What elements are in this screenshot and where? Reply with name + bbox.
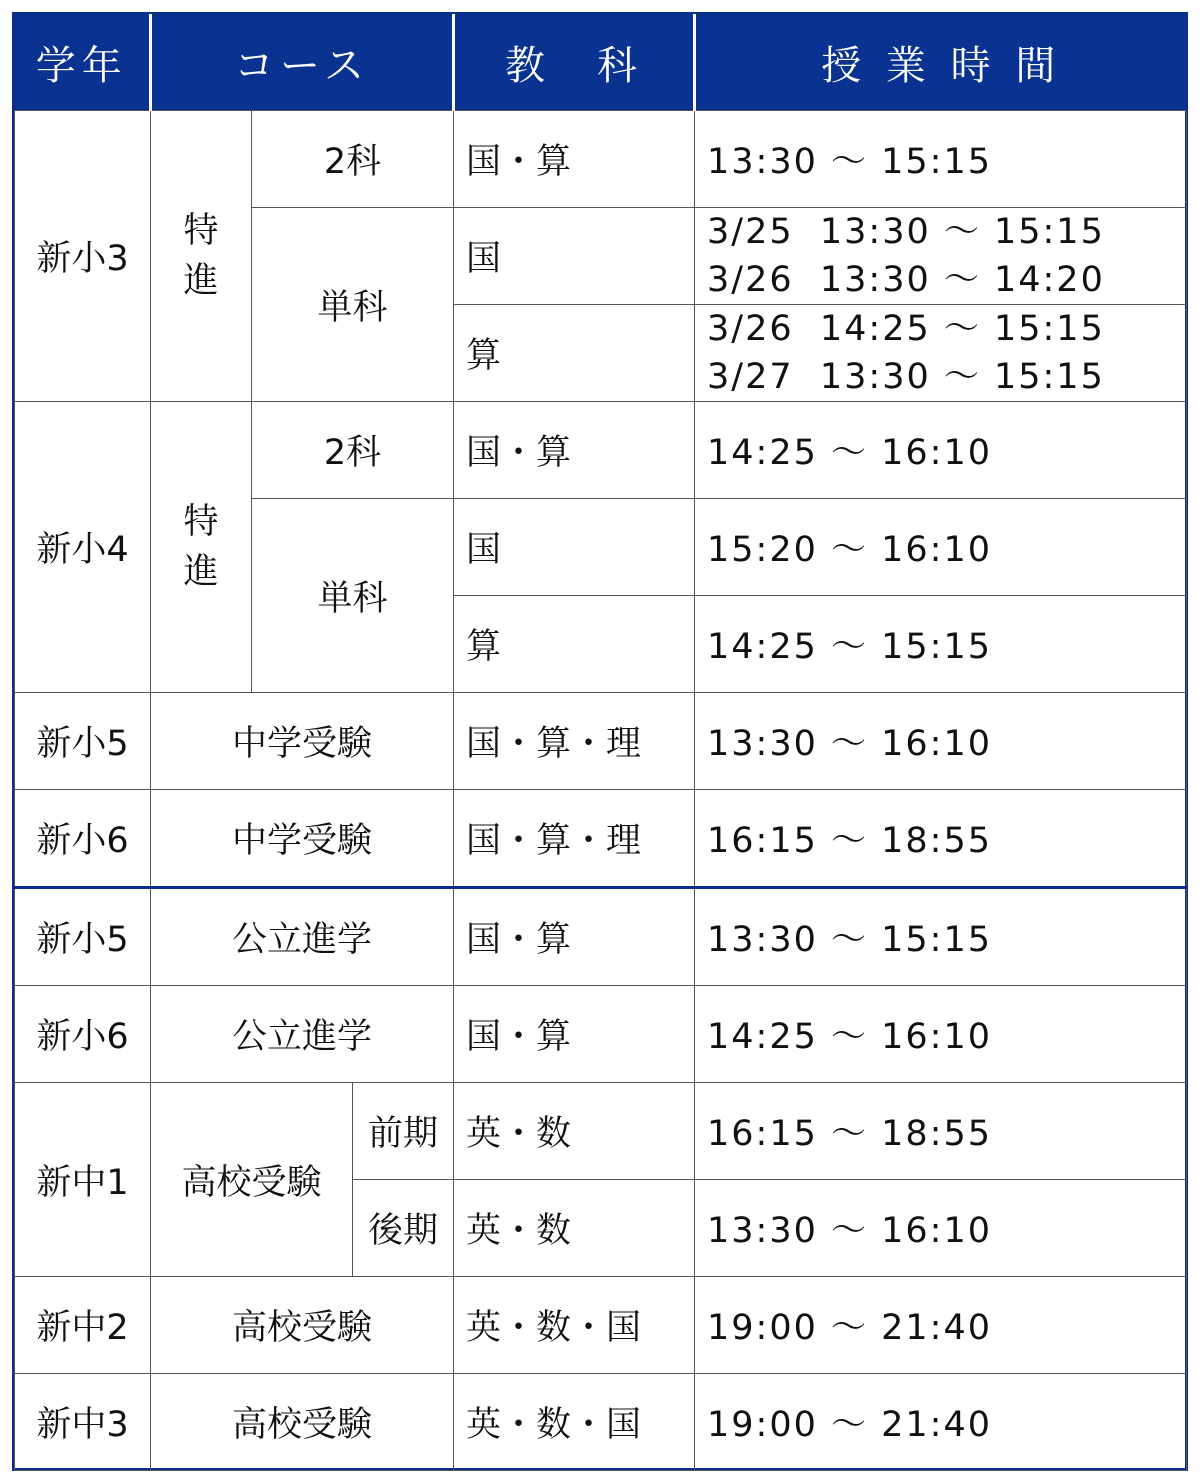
term-cell: 後期 — [353, 1180, 454, 1277]
course-cell: 中学受験 — [151, 693, 454, 790]
subject-cell: 国・算 — [454, 888, 695, 986]
table-row — [15, 1374, 1187, 1471]
time-cell: 13:30 〜 16:10 — [695, 1180, 1187, 1277]
time-cell: 14:25 〜 15:15 — [695, 596, 1187, 693]
table-row — [15, 986, 1187, 1083]
time-cell — [695, 208, 1187, 305]
time-line: 3/27 13:30 〜 15:15 — [707, 357, 1105, 397]
time-cell: 16:15 〜 18:55 — [695, 1083, 1187, 1180]
time-cell: 15:20 〜 16:10 — [695, 499, 1187, 596]
grade-cell: 新中3 — [15, 1374, 151, 1471]
grade-cell: 新小4 — [15, 402, 151, 693]
track-label: 特進 — [183, 502, 219, 592]
course-cell: 中学受験 — [151, 790, 454, 888]
course-cell: 2科 — [252, 111, 454, 208]
track-label: 特進 — [183, 211, 219, 301]
header-grade: 学年 — [15, 14, 151, 111]
table-row — [15, 790, 1187, 888]
course-cell: 高校受験 — [151, 1277, 454, 1374]
subject-cell: 国 — [454, 208, 695, 305]
subject-cell: 算 — [454, 305, 695, 402]
table-row — [15, 402, 1187, 499]
track-cell — [151, 402, 252, 693]
header-time: 授 業 時 間 — [695, 14, 1187, 111]
subject-cell: 国・算 — [454, 402, 695, 499]
table-row — [15, 693, 1187, 790]
track-cell — [151, 111, 252, 402]
time-cell: 13:30 〜 15:15 — [695, 888, 1187, 986]
subject-cell: 英・数 — [454, 1083, 695, 1180]
grade-cell: 新小6 — [15, 986, 151, 1083]
time-line: 3/26 13:30 〜 14:20 — [707, 260, 1105, 300]
course-cell: 公立進学 — [151, 888, 454, 986]
time-cell: 16:15 〜 18:55 — [695, 790, 1187, 888]
subject-cell: 算 — [454, 596, 695, 693]
subject-cell: 国・算 — [454, 111, 695, 208]
time-line: 3/25 13:30 〜 15:15 — [707, 212, 1105, 252]
time-cell: 19:00 〜 21:40 — [695, 1277, 1187, 1374]
course-cell: 公立進学 — [151, 986, 454, 1083]
time-cell — [695, 305, 1187, 402]
subject-cell: 国・算・理 — [454, 693, 695, 790]
time-cell: 13:30 〜 16:10 — [695, 693, 1187, 790]
subject-cell: 英・数・国 — [454, 1374, 695, 1471]
term-cell: 前期 — [353, 1083, 454, 1180]
course-cell: 単科 — [252, 499, 454, 693]
header-row — [15, 14, 1187, 111]
subject-cell: 英・数 — [454, 1180, 695, 1277]
subject-cell: 国・算・理 — [454, 790, 695, 888]
time-line: 3/26 14:25 〜 15:15 — [707, 309, 1105, 349]
course-cell: 高校受験 — [151, 1083, 353, 1277]
course-cell: 2科 — [252, 402, 454, 499]
grade-cell: 新中1 — [15, 1083, 151, 1277]
header-course: コース — [151, 14, 454, 111]
time-cell: 14:25 〜 16:10 — [695, 402, 1187, 499]
schedule-table — [14, 14, 1187, 1471]
subject-cell: 英・数・国 — [454, 1277, 695, 1374]
header-subject: 教 科 — [454, 14, 695, 111]
time-cell: 13:30 〜 15:15 — [695, 111, 1187, 208]
table-row — [15, 1083, 1187, 1180]
grade-cell: 新小5 — [15, 693, 151, 790]
table-row — [15, 1277, 1187, 1374]
grade-cell: 新小6 — [15, 790, 151, 888]
grade-cell: 新小5 — [15, 888, 151, 986]
time-cell: 19:00 〜 21:40 — [695, 1374, 1187, 1471]
table-row — [15, 888, 1187, 986]
course-cell: 単科 — [252, 208, 454, 402]
course-cell: 高校受験 — [151, 1374, 454, 1471]
table-row — [15, 111, 1187, 208]
time-cell: 14:25 〜 16:10 — [695, 986, 1187, 1083]
subject-cell: 国・算 — [454, 986, 695, 1083]
subject-cell: 国 — [454, 499, 695, 596]
grade-cell: 新小3 — [15, 111, 151, 402]
grade-cell: 新中2 — [15, 1277, 151, 1374]
